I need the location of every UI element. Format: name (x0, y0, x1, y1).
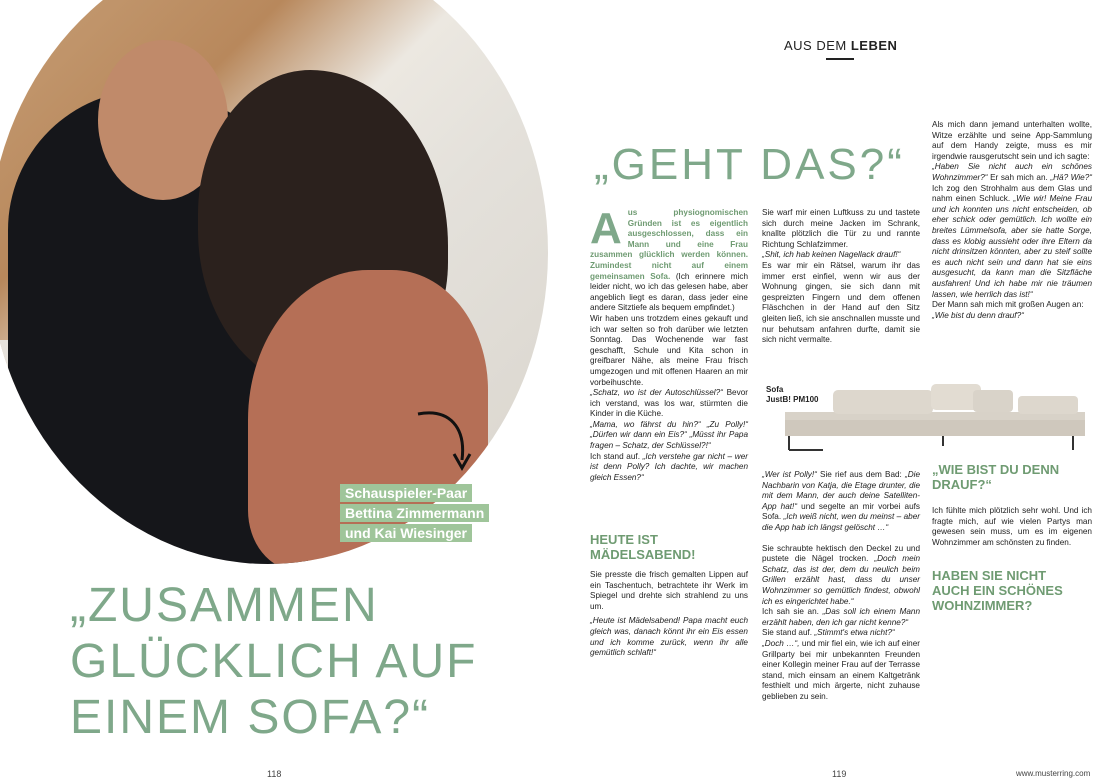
text-column-1 (590, 204, 748, 483)
quote: „Wer ist Polly!“ (762, 470, 817, 479)
header-bold: LEBEN (850, 38, 898, 53)
paragraph: Sie schraubte hektisch den Deckel zu und pustete die Nägel trocken. (762, 543, 920, 564)
title-line: „ZUSAMMEN (70, 579, 379, 632)
text-column-3b (932, 506, 1092, 548)
dropcap: A (590, 204, 622, 253)
quote: „Haben Sie nicht auch ein schönes Wohnzimmer?“ (932, 162, 1092, 182)
sofa-label-title: Sofa (766, 385, 784, 394)
quote: „Wie bist du denn drauf?“ (932, 310, 1024, 320)
quote: „Schatz, wo ist der Autoschlüssel?“ (590, 388, 723, 398)
paragraph: Es war mir ein Rätsel, warum ihr das immer erst einfiel, wenn wir aus der Wohnung gingen, sie sich dann mit gespreizten Fingern und dem offenen Fläschchen in der Hand auf den Sitz gleiten ließ, ich sie anschnallen musste und nur behutsam anfahren durfte, damit sie sich nicht vermalte. (762, 260, 920, 345)
paragraph: Ich stand auf. (590, 451, 640, 461)
text-column-3 (932, 120, 1092, 321)
quote: „Stimmt's etwa nicht?“ (814, 628, 895, 638)
article-title: „GEHT DAS?“ (594, 140, 905, 189)
subhead-wohnzimmer: HABEN SIE NICHT AUCH EIN SCHÖNES WOHNZIMMER? (932, 568, 1063, 613)
title-line: GLÜCKLICH AUF (70, 635, 478, 688)
quote: „Heute ist Mädelsabend! Papa macht euch gleich was, danach könnt ihr ein Eis essen und ich komme zurück, wenn ihr alle gemütlich schlaft!“ (590, 616, 748, 658)
quote: „Hä? Wie?“ (1050, 172, 1092, 182)
caption-line: und Kai Wiesinger (340, 524, 472, 542)
header-prefix: AUS DEM (784, 38, 851, 53)
page-number-left: 118 (267, 769, 282, 779)
curved-arrow-icon (410, 408, 480, 478)
paragraph: Sie warf mir einen Luftkuss zu und tastete sich durch meine Jacken im Schrank, knallte plötzlich die Tür zu und rannte Richtung Schlafzimmer. (762, 208, 920, 249)
quote: „Shit, ich hab keinen Nagellack drauf!“ (762, 250, 901, 260)
quote: „Die Nachbarin von Katja, die Etage drunter, die mit dem Mann, der auch deine Satelliten-App hat!“ (762, 470, 921, 511)
page-number-right: 119 (832, 769, 847, 779)
paragraph: Bevor ich verstand, was los war, stürmten die Kinder in die Küche. (590, 388, 748, 419)
paragraph: Als mich dann jemand unterhalten wollte, Witze erzählte und seine App-Sammlung auf dem Handy zeigte, muss es mir irgendwie rausgerutscht sein und ich sagte: (932, 120, 1092, 161)
caption-line: Schauspieler-Paar (340, 484, 472, 502)
paragraph: Sie presste die frisch gemalten Lippen auf ein Taschentuch, betrachtete ihr Werk im Spiegel und drehte sich strahlend zu uns um. (590, 570, 748, 611)
paragraph: Er sah mich an. (990, 172, 1048, 182)
photo-caption (340, 484, 489, 544)
quote: „Doch mein Schatz, das ist der, dem du neulich beim Grillen erzählt hast, dass du unser Wohnzimmer so gemütlich findest, obwohl ich es eingerichtet habe.“ (762, 554, 920, 606)
paragraph: Ich sah sie an. (762, 607, 819, 617)
paragraph: Ich zog den Strohhalm aus dem Glas und nahm einen Schluck. (932, 183, 1092, 204)
quote: „Ich weiß nicht, wen du meinst – aber die App hab ich längst gelöscht …“ (762, 512, 920, 532)
text-column-1b (590, 570, 748, 659)
caption-line: Bettina Zimmermann (340, 504, 489, 522)
quote: „Das soll ich einem Mann erzählt haben, den ich gar nicht kenne?“ (762, 607, 920, 627)
quote: „Mama, wo fährst du hin?“ „Zu Polly!“ „Dürfen wir dann ein Eis?“ „Müsst ihr Papa fragen – Schatz, der Schlüssel?!“ (590, 419, 748, 451)
footer-url[interactable]: www.musterring.com (1016, 769, 1091, 778)
text-column-2 (762, 208, 920, 346)
paragraph: Sie stand auf. (762, 628, 813, 638)
paragraph: und mir fiel ein, wie ich auf einer Grillparty bei mir unbekannten Freunden einer Kollegin meiner Frau auf der Terrasse stand, mich einsam an einem Kaltgetränk festhielt und mich ärgerte, nicht zuhause geblieben zu sein. (762, 638, 920, 701)
quote: „Wie wir! Meine Frau und ich konnten uns nicht entscheiden, ob eher schick oder gemütlich. Ich wollte ein breites Lümmelsofa, aber sie hatte Sorge, dass es klobig aussieht oder ihre Eltern da nicht drinsitzen könnten, aber zu steif sollte es auch nicht sein und dann hat sie eins ausgesucht, da kann man die Sitzfläche ausfahren! Und ich habe mir nie träumen lassen, wie herrlich das ist!“ (932, 194, 1092, 299)
couple-photo (0, 0, 548, 564)
quote: „Ich verstehe gar nicht – wer ist denn Polly? Ich dachte, wir machen gleich Essen?“ (590, 451, 748, 482)
sofa-model: JustB! PM100 (766, 395, 819, 404)
header-underline (826, 58, 854, 60)
paragraph: und segelte an mir vorbei aufs Sofa. (762, 501, 920, 522)
subhead-maedelsabend: HEUTE IST MÄDELSABEND! (590, 532, 696, 562)
paragraph: Sie rief aus dem Bad: (820, 470, 902, 479)
left-page-title (70, 578, 490, 746)
paragraph: (Ich erinnere mich leider nicht, wo ich das gelesen habe, aber angeblich liegt es daran, dass jeder eine andere Sitztiefe als bequem empfindet.) (590, 271, 748, 313)
paragraph: Ich fühlte mich plötzlich sehr wohl. Und ich fragte mich, auf wie vielen Partys man gewesen sein muss, um es im eigenen Wohnzimmer am schönsten zu finden. (932, 506, 1092, 547)
sofa-product-image (763, 378, 1093, 458)
title-line: EINEM SOFA?“ (70, 691, 431, 744)
paragraph: Wir haben uns trotzdem eines gekauft und ich war selten so froh darüber wie letzten Sonntag. Das Wochenende war fast geschafft, Schule und Kita schon in greifbarer Nähe, als meine Frau frisch umgezogen und mit offenen Haaren an mir vorbeihuschte. (590, 313, 748, 387)
lead-text: us physiognomischen Gründen ist es eigentlich ausgeschlossen, dass ein Mann und eine Frau zusammen glücklich werden können. Zumindest nicht auf einem gemeinsamen Sofa. (590, 208, 748, 281)
text-column-2b (762, 470, 920, 702)
quote: „Doch …“, (762, 638, 800, 648)
section-header (784, 38, 897, 53)
subhead-wie-bist-du: „WIE BIST DU DENN DRAUF?“ (932, 462, 1060, 492)
paragraph: Der Mann sah mich mit großen Augen an: (932, 300, 1084, 310)
